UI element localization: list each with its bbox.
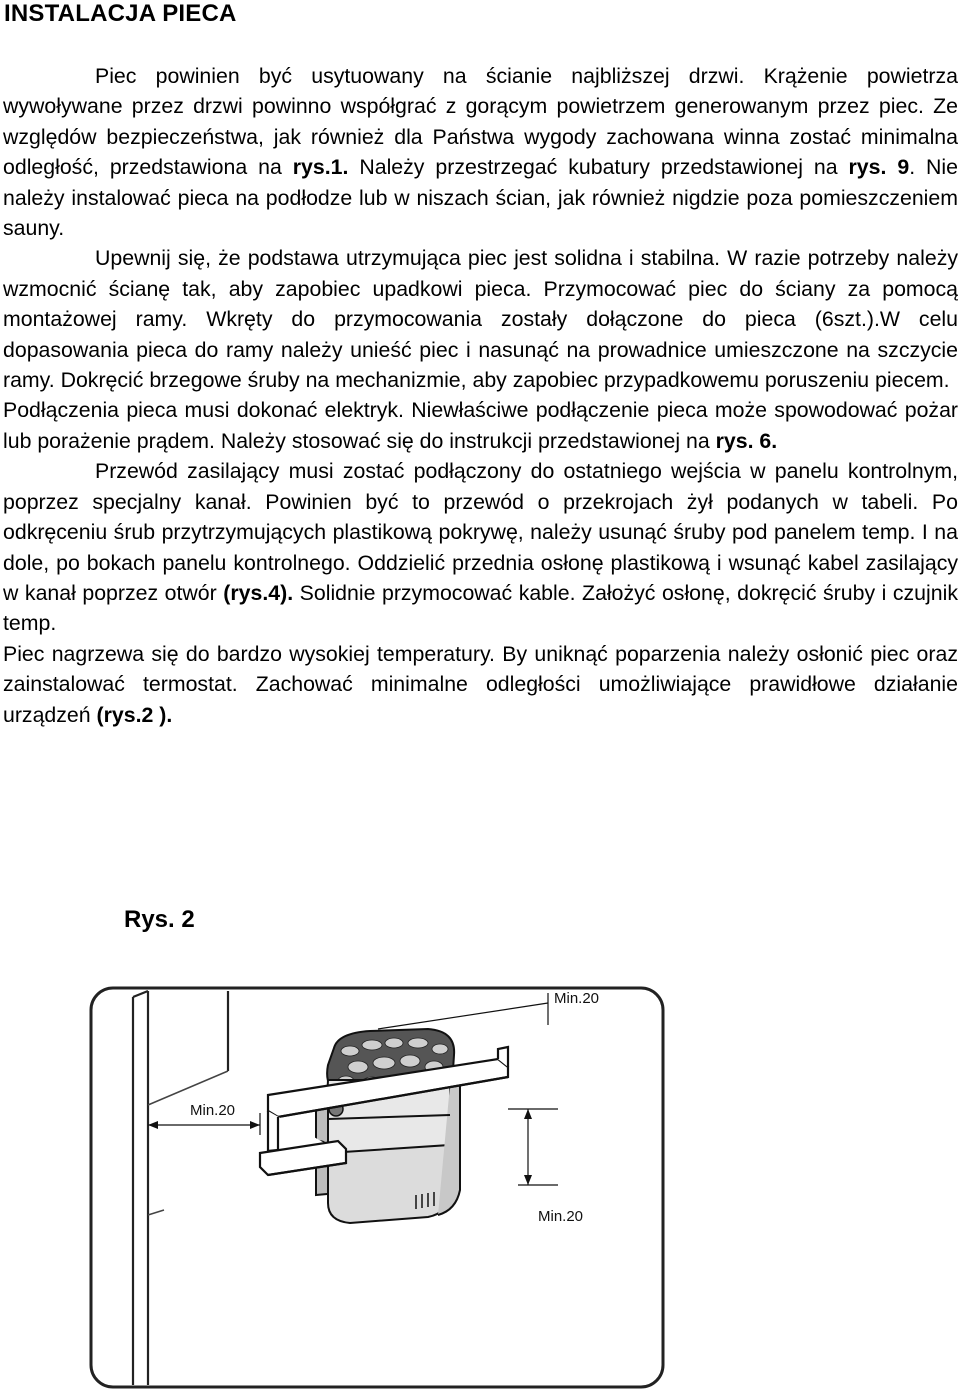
min-distance-label-bottom-right: Min.20 — [538, 1208, 584, 1225]
paragraph-text: Piec powinien być usytuowany na ścianie najbliższej drzwi. Krążenie powietrza wywoływane przez drzwi powinno współgrać z gorącym powietrzem generowanym przez piec. Ze względów bezpieczeństwa, jak również dla Państwa wygody zachowana winna zostać minimalna odległość, przedstawiona na — [3, 64, 958, 180]
paragraph-text: Solidnie przymocować kable. Założyć osłonę, dokręcić śruby i czujnik temp. — [3, 580, 958, 636]
paragraph-electrical — [3, 395, 958, 456]
figure-caption: Rys. 2 — [124, 906, 195, 933]
page-title: INSTALACJA PIECA — [4, 0, 237, 27]
min-distance-label-top-right: Min.20 — [554, 990, 600, 1007]
figure-reference: rys. 6. — [715, 428, 778, 453]
body-text — [3, 61, 958, 730]
paragraph-mounting: Upewnij się, że podstawa utrzymująca piec jest solidna i stabilna. W razie potrzeby należy wzmocnić ścianę tak, aby zapobiec upadkowi pieca. Przymocować piec do ściany za pomocą montażowej ramy. Wkręty do przymocowania zostały dołączone do pieca (6szt.).W celu dopasowania pieca do ramy należy unieść piec i nasunąć na prowadnice umieszczone na szczycie ramy. Dokręcić brzegowe śruby na mechanizmie, aby zapobiec przypadkowemu poruszeniu piecem. — [3, 246, 958, 393]
paragraph-text: Należy przestrzegać kubatury przedstawionej na — [348, 155, 849, 180]
paragraph-text: Piec nagrzewa się do bardzo wysokiej temperatury. By uniknąć poparzenia należy osłonić piec oraz zainstalować termostat. Zachować minimalne odległości umożliwiające prawidłowe działanie urządzeń — [3, 641, 958, 727]
figure-reference: (rys.2 ). — [96, 702, 173, 727]
figure-reference: rys.1. — [292, 155, 349, 180]
paragraph-safety — [3, 639, 958, 730]
heater-installation-figure — [88, 985, 666, 1390]
paragraph-power-cable — [3, 456, 958, 638]
paragraph-text: Przewód zasilający musi zostać podłączony do ostatniego wejścia w panelu kontrolnym, poprzez specjalny kanał. Powinien być to przewód o przekrojach żył podanych w tabeli. Po odkręceniu śrub przytrzymujących plastikową pokrywę, należy usunąć śruby pod panelem temp. I na dole, po bokach panelu kontrolnego. Oddzielić przednia osłonę plastikową i wsunąć kabel zasilający w kanał poprzez otwór — [3, 459, 958, 605]
paragraph-text: . Nie należy instalować pieca na podłodze lub w niszach ścian, jak również nigdzie poza pomieszczeniem sauny. — [3, 155, 959, 241]
paragraph-text: Podłączenia pieca musi dokonać elektryk. Niewłaściwe podłączenie pieca może spowodować pożar lub porażenie prądem. Należy stosować się do instrukcji przedstawionej na — [3, 398, 958, 453]
figure-reference: rys. 9 — [848, 155, 910, 180]
figure-reference: (rys.4). — [223, 580, 294, 605]
min-distance-label-left: Min.20 — [190, 1102, 236, 1119]
paragraph-placement — [3, 61, 958, 243]
